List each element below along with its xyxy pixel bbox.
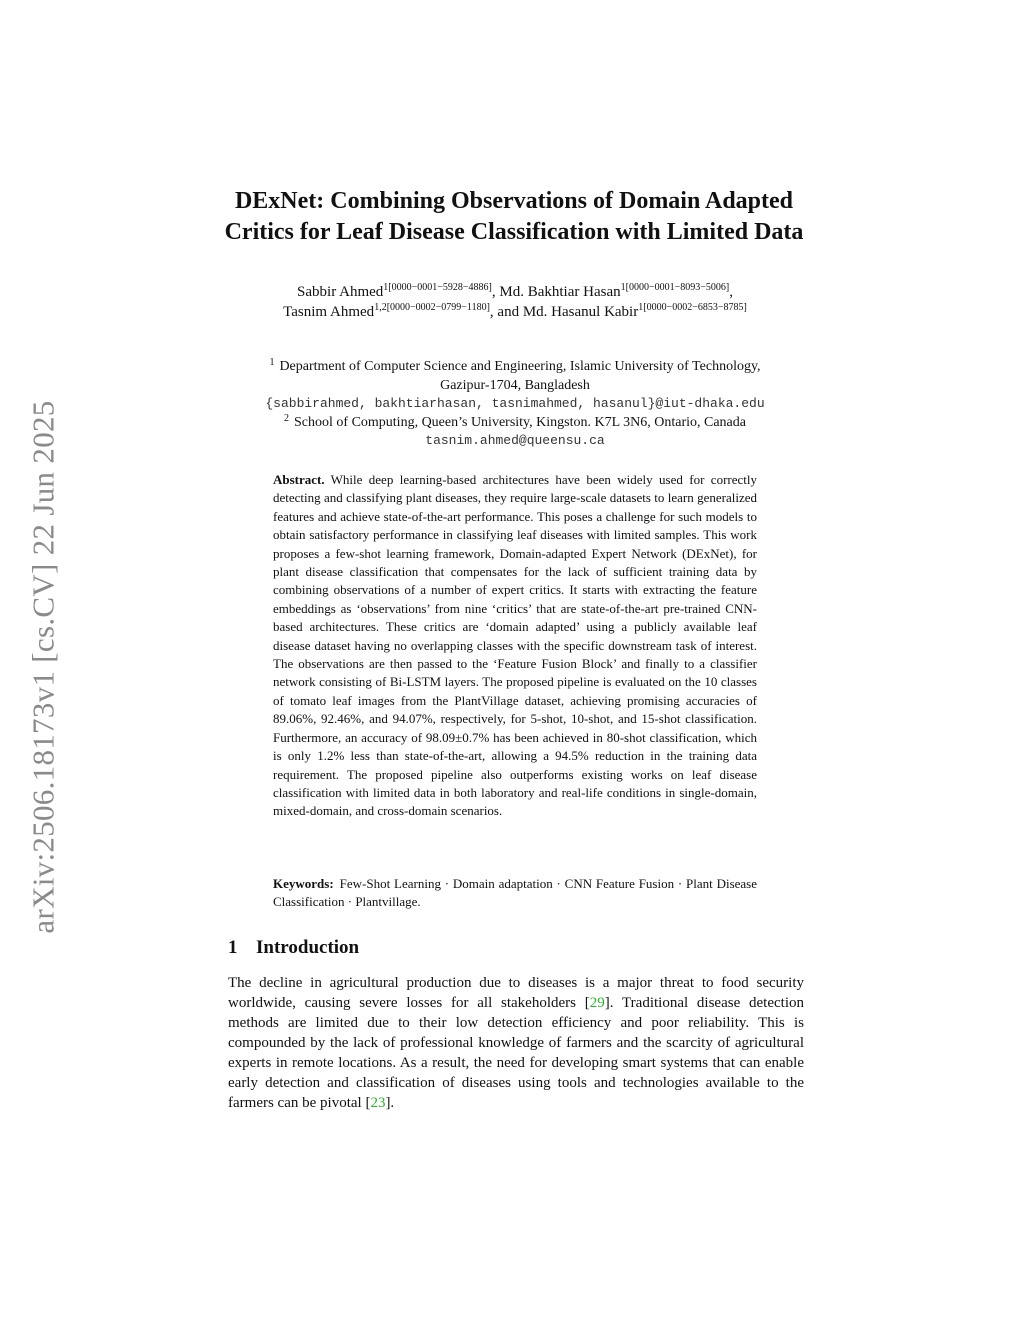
author-separator: , — [491, 284, 500, 300]
author-separator: , — [729, 284, 733, 300]
citation-link[interactable]: 29 — [589, 995, 605, 1011]
introduction-paragraph — [228, 973, 804, 1113]
author-list — [215, 282, 815, 322]
affiliation-1-location: Gazipur-1704, Bangladesh — [440, 377, 590, 393]
abstract — [273, 471, 757, 821]
affiliation-1-mark: 1 — [269, 357, 275, 368]
author-name: Md. Hasanul Kabir — [522, 304, 639, 320]
title-line-1: DExNet: Combining Observations of Domain Adapted — [234, 188, 794, 214]
author-name: Sabbir Ahmed — [297, 284, 384, 300]
affiliation-2-mark: 2 — [284, 412, 290, 424]
arxiv-sidebar-stamp — [18, 372, 70, 962]
intro-text-3: ]. — [385, 1095, 395, 1111]
section-number: 1 — [228, 937, 238, 958]
citation-link[interactable]: 23 — [370, 1095, 386, 1111]
affiliation-2-text: School of Computing, Queen’s University, Kingston. K7L 3N6, Ontario, Canada — [294, 414, 746, 430]
keywords-text: Few-Shot Learning · Domain adaptation · CNN Feature Fusion · Plant Disease Classification · Plantvillage. — [273, 876, 757, 910]
author-name: Tasnim Ahmed — [283, 304, 375, 320]
section-heading — [228, 937, 359, 959]
author-orcid: 1[0000−0001−8093−5006] — [620, 282, 730, 293]
affiliation-1-emails: {sabbirahmed, bakhtiarhasan, tasnimahmed, hasanul}@iut-dhaka.edu — [265, 396, 765, 411]
author-orcid: 1,2[0000−0002−0799−1180] — [374, 302, 490, 313]
intro-text-2: ]. Traditional disease detection methods are limited due to their low detection efficiency and poor reliability. This is compounded by the lack of professional knowledge of farmers and the scarcity of agricultural experts in remote locations. As a result, the need for developing smart systems that can enable early detection and classification of diseases using tools and technologies available to the farmers can be pivotal [ — [228, 995, 804, 1111]
affiliations — [200, 358, 830, 451]
author-separator: , and — [489, 304, 523, 320]
title-line-2: Critics for Leaf Disease Classification with Limited Data — [224, 219, 804, 245]
author-name: Md. Bakhtiar Hasan — [499, 284, 621, 300]
author-orcid: 1[0000−0001−5928−4886] — [383, 282, 492, 293]
affiliation-2 — [200, 414, 830, 433]
keywords-label: Keywords: — [273, 876, 334, 891]
section-title: Introduction — [256, 937, 360, 958]
author-orcid: 1[0000−0002−6853−8785] — [638, 302, 747, 313]
intro-text-1: The decline in agricultural production due to diseases is a major threat to food security worldwide, causing severe losses for all stakeholders [ — [228, 975, 804, 1011]
affiliation-1 — [200, 358, 830, 377]
keywords — [273, 875, 757, 912]
abstract-label: Abstract. — [273, 472, 325, 487]
abstract-text: While deep learning-based architectures have been widely used for correctly detecting and classifying plant diseases, they require large-scale datasets to learn generalized features and achieve state-of-the-art performance. This poses a challenge for such models to obtain satisfactory performance in classifying leaf diseases with limited samples. This work proposes a few-shot learning framework, Domain-adapted Expert Network (DExNet), for plant disease classification that compensates for the lack of sufficient training data by combining observations of a number of expert critics. It starts with extracting the feature embeddings as ‘observations’ from nine ‘critics’ that are state-of-the-art pre-trained CNN-based architectures. These critics are ‘domain adapted’ using a publicly available leaf disease dataset having no overlapping classes with the specific downstream task of interest. The observations are then passed to the ‘Feature Fusion Block’ and finally to a classifier network consisting of Bi-LSTM layers. The proposed pipeline is evaluated on the 10 classes of tomato leaf images from the PlantVillage dataset, achieving promising accuracies of 89.06%, 92.46%, and 94.07%, respectively, for 5-shot, 10-shot, and 15-shot classification. Furthermore, an accuracy of 98.09±0.7% has been achieved in 80-shot classification, which is only 1.2% less than state-of-the-art, allowing a 94.5% reduction in the training data requirement. The proposed pipeline also outperforms existing works on leaf disease classification with limited data in both laboratory and real-life conditions in single-domain, mixed-domain, and cross-domain scenarios. — [273, 472, 757, 819]
affiliation-2-email: tasnim.ahmed@queensu.ca — [425, 433, 605, 448]
arxiv-identifier: arXiv:2506.18173v1 [cs.CV] 22 Jun 2025 — [26, 400, 62, 934]
paper-title — [200, 186, 828, 248]
affiliation-1-text: Department of Computer Science and Engineering, Islamic University of Technology, — [279, 359, 761, 374]
